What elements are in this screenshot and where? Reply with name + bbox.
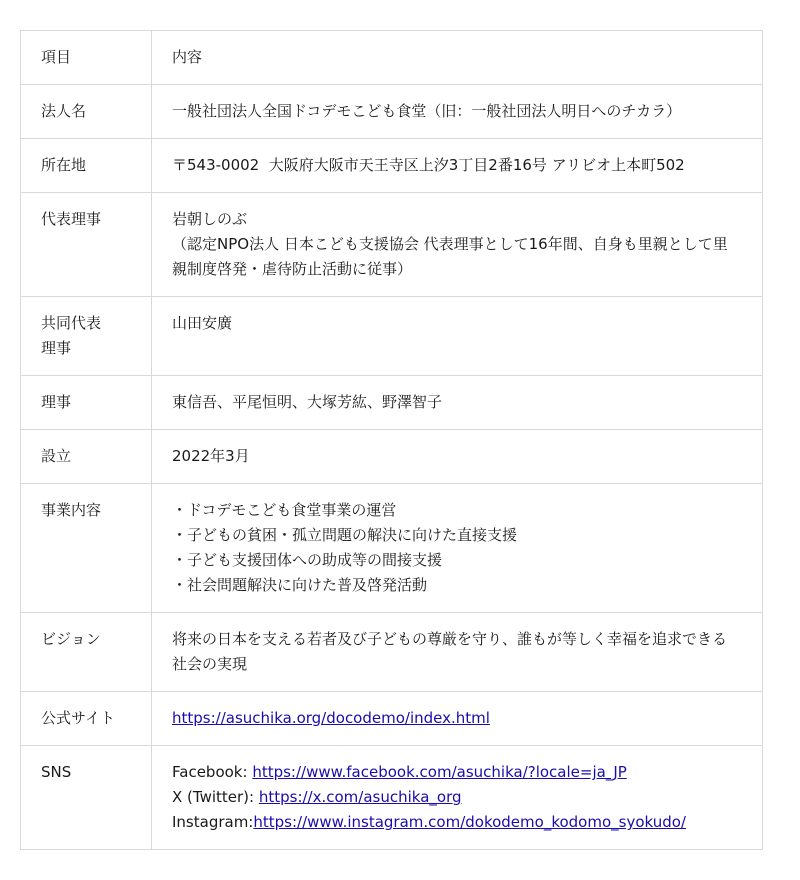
website-link[interactable]: https://asuchika.org/docodemo/index.html [172, 709, 490, 727]
instagram-link[interactable]: https://www.instagram.com/dokodemo_kodomo_syokudo/ [253, 813, 686, 831]
table-row [21, 193, 763, 297]
row-value-representative [152, 193, 763, 297]
representative-name: 岩朝しのぶ [172, 210, 248, 228]
business-item: ・社会問題解決に向けた普及啓発活動 [172, 576, 428, 594]
business-item: ・ドコデモこども食堂事業の運営 [172, 501, 397, 519]
business-item: ・子ども支援団体への助成等の間接支援 [172, 551, 443, 569]
table-row [21, 139, 763, 193]
row-value-established: 2022年3月 [152, 430, 763, 484]
row-label-corporation-name: 法人名 [21, 85, 152, 139]
facebook-link[interactable]: https://www.facebook.com/asuchika/?locale=ja_JP [252, 763, 627, 781]
row-label-address: 所在地 [21, 139, 152, 193]
row-label-vision: ビジョン [21, 613, 152, 692]
table-row [21, 484, 763, 613]
facebook-prefix: Facebook: [172, 763, 253, 781]
table-header-row [21, 31, 763, 85]
row-label-established: 設立 [21, 430, 152, 484]
row-label-sns: SNS [21, 746, 152, 850]
row-value-sns [152, 746, 763, 850]
row-value-corporation-name: 一般社団法人全国ドコデモこども食堂（旧：一般社団法人明日へのチカラ） [152, 85, 763, 139]
business-item: ・子どもの貧困・孤立問題の解決に向けた直接支援 [172, 526, 518, 544]
row-value-directors: 東信吾、平尾恒明、大塚芳紘、野澤智子 [152, 376, 763, 430]
representative-note: （認定NPO法人 日本こども支援協会 代表理事として16年間、自身も里親として里親制度啓発・虐待防止活動に従事） [172, 235, 728, 278]
sns-x [172, 785, 740, 810]
row-label-website: 公式サイト [21, 692, 152, 746]
x-link[interactable]: https://x.com/asuchika_org [258, 788, 462, 806]
table-row [21, 692, 763, 746]
row-value-vision: 将来の日本を支える若者及び子どもの尊厳を守り、誰もが等しく幸福を追求できる社会の実現 [152, 613, 763, 692]
table-row [21, 613, 763, 692]
corporate-profile-table [20, 30, 763, 850]
table-row [21, 297, 763, 376]
row-label-co-representative: 共同代表理事 [21, 297, 152, 376]
table-row [21, 430, 763, 484]
row-value-business [152, 484, 763, 613]
table-row [21, 85, 763, 139]
table-row [21, 376, 763, 430]
sns-instagram [172, 810, 740, 835]
row-value-co-representative: 山田安廣 [152, 297, 763, 376]
row-value-address: 〒543-0002 大阪府大阪市天王寺区上汐3丁目2番16号 アリビオ上本町502 [152, 139, 763, 193]
row-label-representative: 代表理事 [21, 193, 152, 297]
column-header-item: 項目 [21, 31, 152, 85]
instagram-prefix: Instagram: [172, 813, 254, 831]
sns-facebook [172, 760, 740, 785]
table-row [21, 746, 763, 850]
row-value-website [152, 692, 763, 746]
row-label-directors: 理事 [21, 376, 152, 430]
column-header-content: 内容 [152, 31, 763, 85]
row-label-business: 事業内容 [21, 484, 152, 613]
x-prefix: X (Twitter): [172, 788, 259, 806]
